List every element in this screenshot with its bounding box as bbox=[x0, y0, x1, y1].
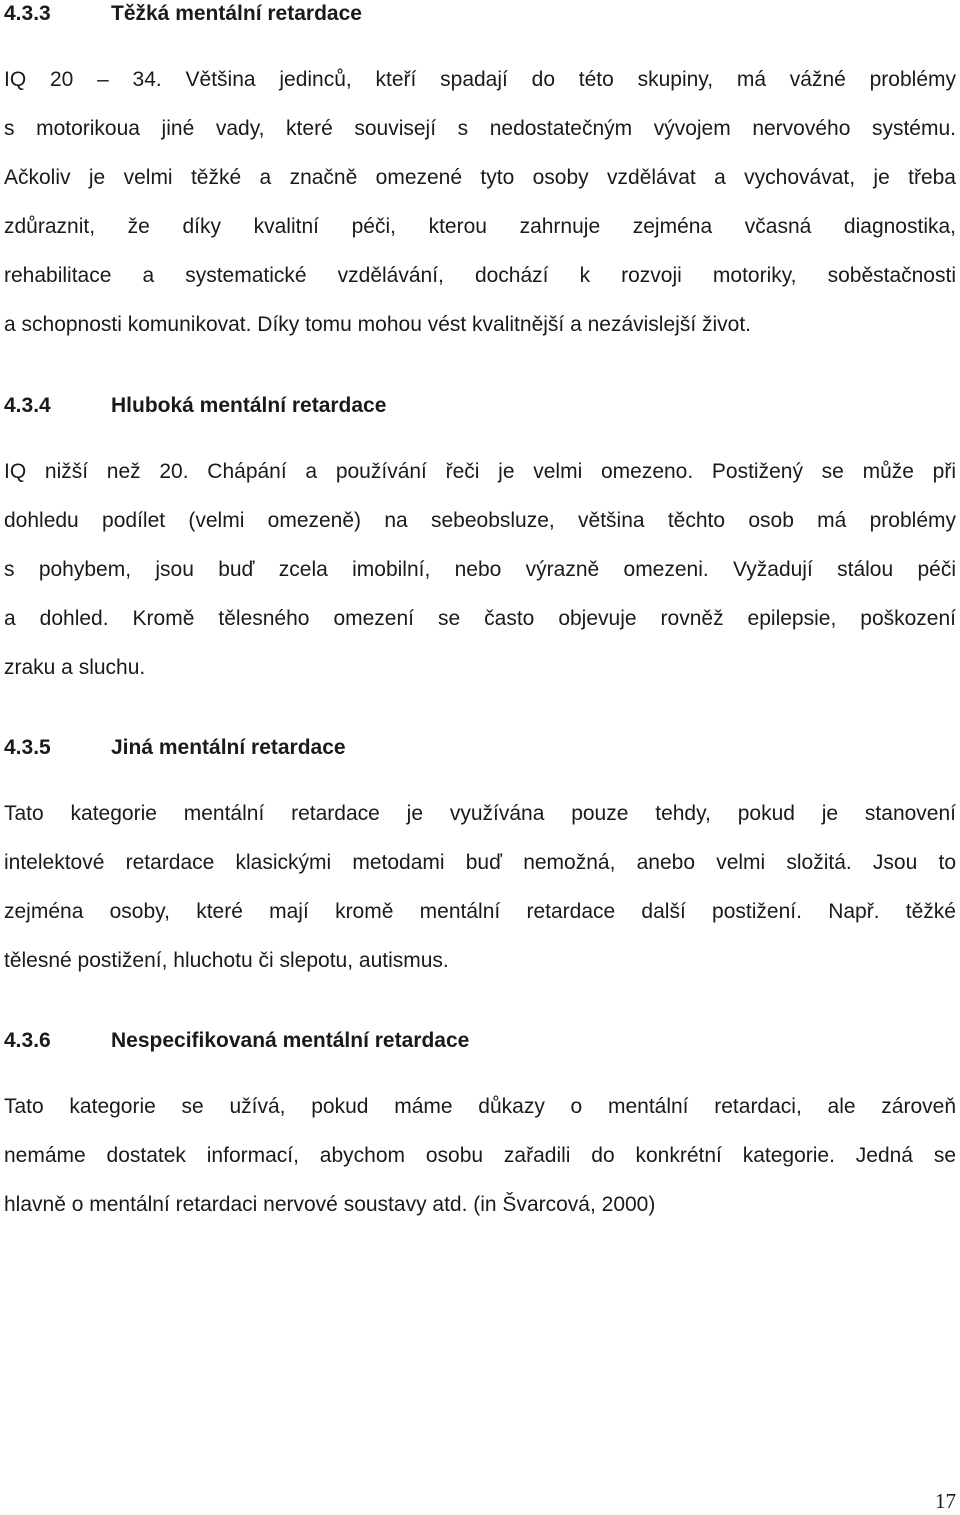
paragraph-line: zdůraznit, že díky kvalitní péči, kterou zahrnuje zejména včasná diagnostika, bbox=[4, 215, 956, 238]
paragraph-line: zraku a sluchu. bbox=[4, 656, 146, 679]
section-number: 4.3.6 bbox=[4, 1029, 51, 1052]
paragraph-line: s pohybem, jsou buď zcela imobilní, nebo výrazně omezeni. Vyžadují stálou péči bbox=[4, 558, 956, 581]
section-paragraph-4-3-5 bbox=[4, 789, 956, 985]
paragraph-line: IQ nižší než 20. Chápání a používání řeči je velmi omezeno. Postižený se může při bbox=[4, 460, 956, 483]
paragraph-line: hlavně o mentální retardaci nervové soustavy atd. (in Švarcová, 2000) bbox=[4, 1193, 656, 1216]
section-number: 4.3.4 bbox=[4, 394, 51, 417]
section-paragraph-4-3-4 bbox=[4, 447, 956, 692]
section-number: 4.3.3 bbox=[4, 2, 51, 25]
section-heading-4-3-3 bbox=[4, 0, 362, 28]
paragraph-line: Tato kategorie se užívá, pokud máme důkazy o mentální retardaci, ale zároveň bbox=[4, 1095, 956, 1118]
paragraph-line: zejména osoby, které mají kromě mentální retardace další postižení. Např. těžké bbox=[4, 900, 956, 923]
section-paragraph-4-3-6 bbox=[4, 1082, 956, 1229]
section-heading-4-3-4 bbox=[4, 392, 386, 420]
section-title: Jiná mentální retardace bbox=[111, 736, 346, 759]
section-number: 4.3.5 bbox=[4, 736, 51, 759]
section-heading-4-3-5 bbox=[4, 734, 346, 762]
paragraph-line: Tato kategorie mentální retardace je využívána pouze tehdy, pokud je stanovení bbox=[4, 802, 956, 825]
paragraph-line: nemáme dostatek informací, abychom osobu zařadili do konkrétní kategorie. Jedná se bbox=[4, 1144, 956, 1167]
paragraph-line: intelektové retardace klasickými metodami buď nemožná, anebo velmi složitá. Jsou to bbox=[4, 851, 956, 874]
paragraph-line: tělesné postižení, hluchotu či slepotu, autismus. bbox=[4, 949, 449, 972]
paragraph-line: rehabilitace a systematické vzdělávání, dochází k rozvoji motoriky, soběstačnosti bbox=[4, 264, 956, 287]
page-number: 17 bbox=[935, 1489, 956, 1513]
paragraph-line: a dohled. Kromě tělesného omezení se často objevuje rovněž epilepsie, poškození bbox=[4, 607, 956, 630]
paragraph-line: a schopnosti komunikovat. Díky tomu mohou vést kvalitnější a nezávislejší život. bbox=[4, 313, 751, 336]
paragraph-line: IQ 20 – 34. Většina jedinců, kteří spadají do této skupiny, má vážné problémy bbox=[4, 68, 956, 91]
section-title: Hluboká mentální retardace bbox=[111, 394, 387, 417]
paragraph-line: s motorikoua jiné vady, které souvisejí s nedostatečným vývojem nervového systému. bbox=[4, 117, 956, 140]
section-title: Těžká mentální retardace bbox=[111, 2, 362, 25]
section-title: Nespecifikovaná mentální retardace bbox=[111, 1029, 470, 1052]
paragraph-line: dohledu podílet (velmi omezeně) na sebeobsluze, většina těchto osob má problémy bbox=[4, 509, 956, 532]
section-paragraph-4-3-3 bbox=[4, 55, 956, 349]
section-heading-4-3-6 bbox=[4, 1027, 469, 1055]
paragraph-line: Ačkoliv je velmi těžké a značně omezené tyto osoby vzdělávat a vychovávat, je třeba bbox=[4, 166, 956, 189]
